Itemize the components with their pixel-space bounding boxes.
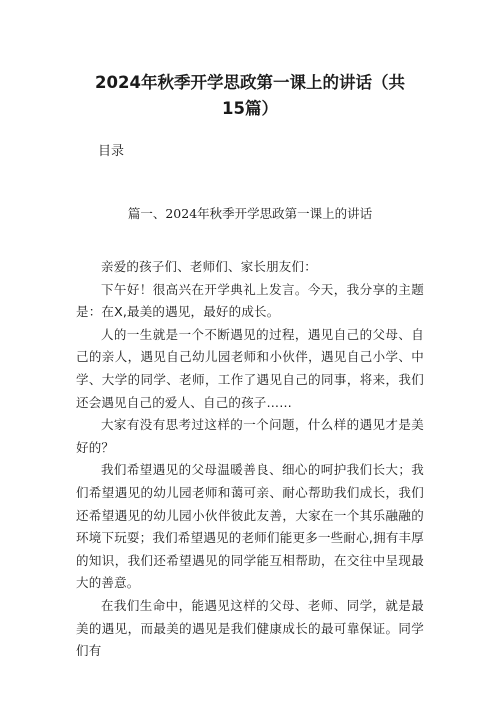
body-text [76,256,424,663]
paragraph: 亲爱的孩子们、老师们、家长朋友们： [101,259,317,274]
toc-label: 目录 [98,144,125,159]
title-line-2: 15篇） [222,99,278,118]
paragraph: 下午好！很高兴在开学典礼上发言。今天，我分享的主题是：在X,最美的遇见，最好的成长。 [76,281,424,320]
paragraph: 人的一生就是一个不断遇见的过程，遇见自己的父母、自己的亲人，遇见自己幼儿园老师和小伙伴，遇见自己小学、中学、大学的同学、老师，工作了遇见自己的同事，将来，我们还会遇见自己的爱人、自己的孩子…… [76,326,424,410]
paragraph: 大家有没有思考过这样的一个问题，什么样的遇见才是美好的？ [76,417,424,455]
document-title [76,70,424,122]
title-line-1: 2024年秋季开学思政第一课上的讲话（共 [95,73,405,92]
paragraph: 我们希望遇见的父母温暖善良、细心的呵护我们长大；我们希望遇见的幼儿园老师和蔼可亲、耐心帮助我们成长，我们还希望遇见的幼儿园小伙伴彼此友善，大家在一个其乐融融的环境下玩耍；我们希望遇见的老师们能更多一些耐心,拥有丰厚的知识，我们还希望遇见的同学能互相帮助，在交往中呈现最大的善意。 [76,462,424,591]
paragraph: 在我们生命中，能遇见这样的父母、老师、同学，就是最美的遇见，而最美的遇见是我们健康成长的最可靠保证。同学们有 [76,597,424,659]
section-heading: 篇一、2024年秋季开学思政第一课上的讲话 [127,206,373,221]
